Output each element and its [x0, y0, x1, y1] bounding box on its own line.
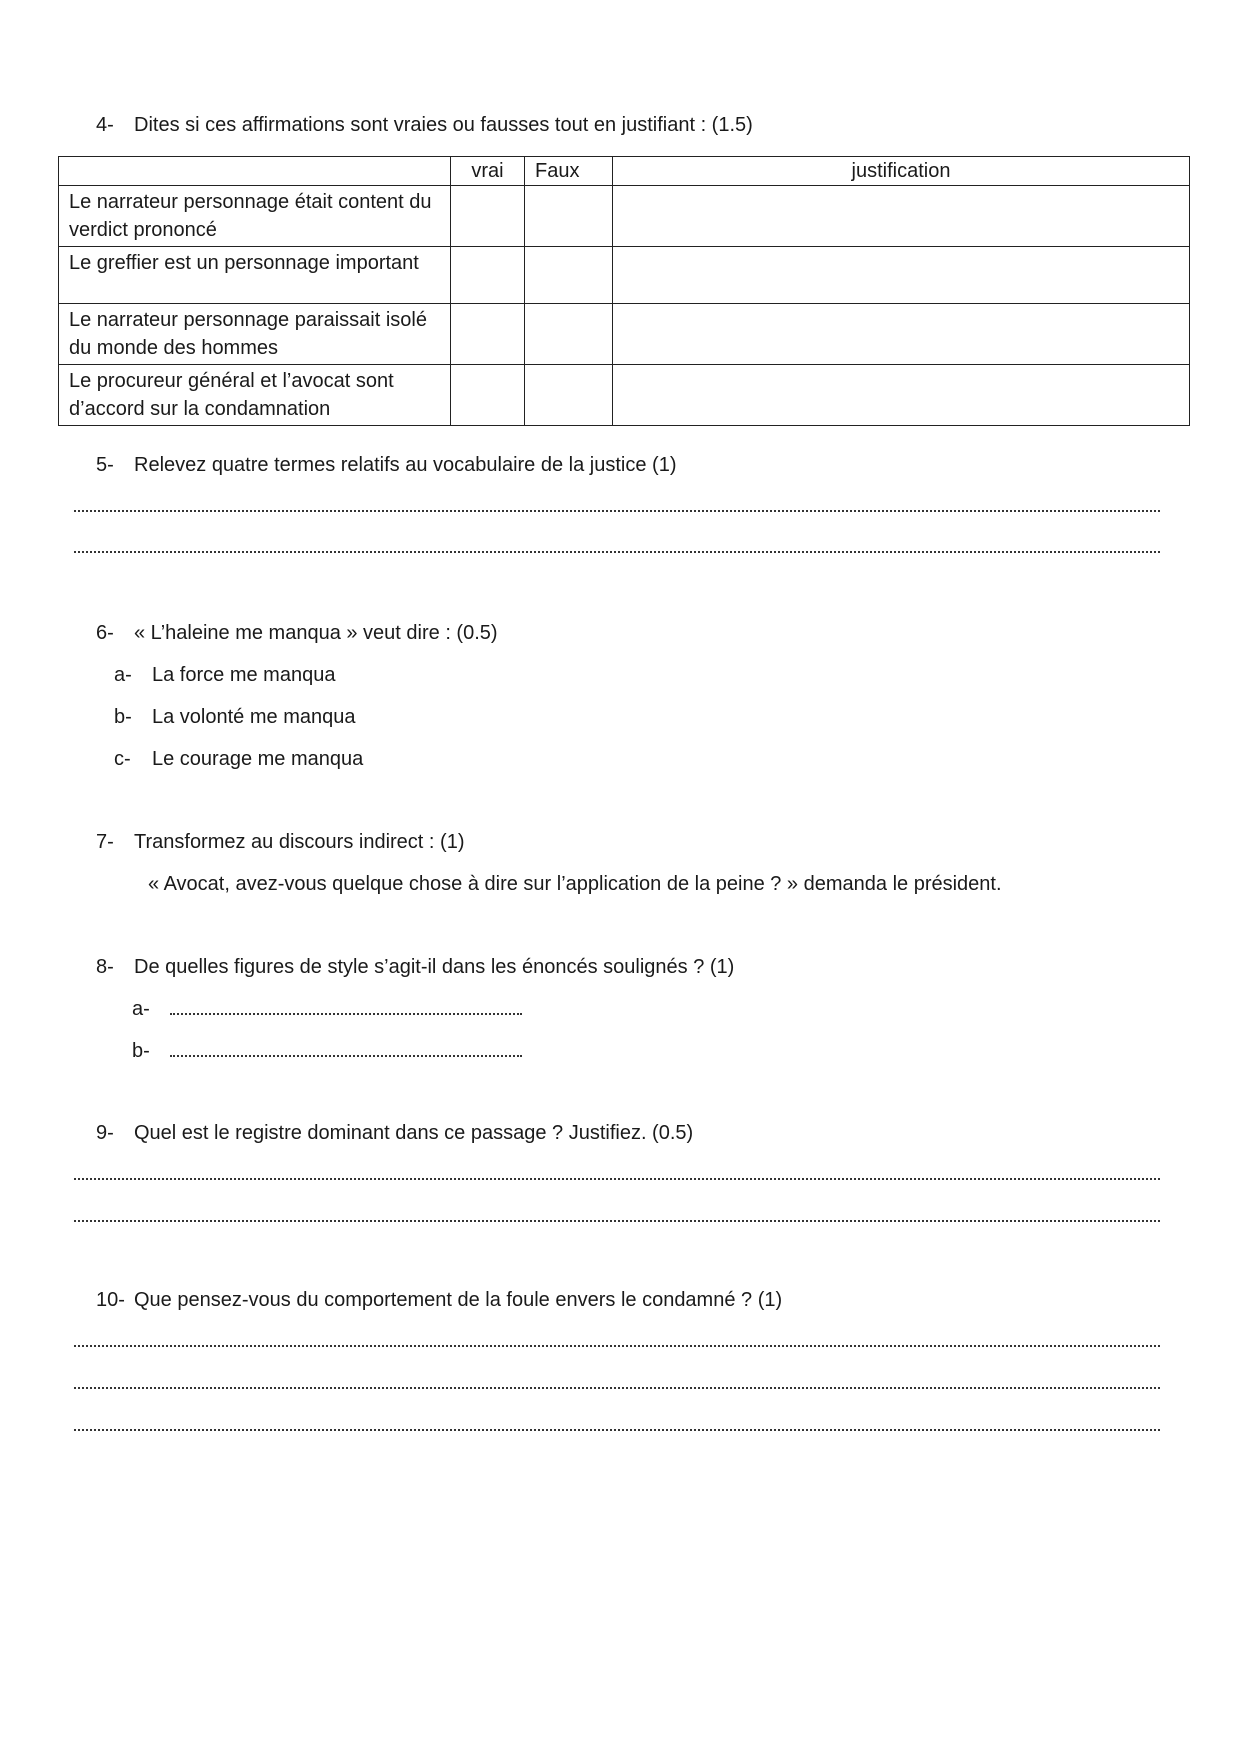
header-faux: Faux [525, 157, 613, 186]
answer-line[interactable] [74, 1178, 1160, 1180]
faux-cell[interactable] [525, 247, 613, 304]
question-number: 6- [96, 622, 114, 644]
quote-sentence: « Avocat, avez-vous quelque chose à dire sur l’application de la peine ? » demanda le président. [148, 873, 1002, 895]
option-letter: c- [114, 748, 131, 770]
question-text: « L’haleine me manqua » veut dire : (0.5) [134, 622, 498, 644]
answer-line[interactable] [74, 1429, 1160, 1431]
answer-line[interactable] [74, 1345, 1160, 1347]
answer-line[interactable] [170, 1055, 522, 1057]
question-text: Transformez au discours indirect : (1) [134, 831, 465, 853]
justification-cell[interactable] [613, 247, 1190, 304]
answer-line[interactable] [74, 510, 1160, 512]
question-8 [96, 954, 734, 980]
item-letter: a- [132, 998, 150, 1020]
statement-cell: Le narrateur personnage était content du verdict prononcé [59, 186, 451, 247]
header-vrai: vrai [451, 157, 525, 186]
vrai-cell[interactable] [451, 247, 525, 304]
question-number: 9- [96, 1122, 114, 1144]
answer-line[interactable] [170, 1013, 522, 1015]
table-row [59, 186, 1190, 247]
statement-cell: Le narrateur personnage paraissait isolé du monde des hommes [59, 304, 451, 365]
vrai-cell[interactable] [451, 365, 525, 426]
option-letter: b- [114, 706, 132, 728]
header-justification: justification [613, 157, 1190, 186]
item-letter: b- [132, 1040, 150, 1062]
table-row [59, 247, 1190, 304]
table-header-row [59, 157, 1190, 186]
question-number: 4- [96, 114, 114, 136]
question-4 [96, 112, 753, 138]
table-row [59, 365, 1190, 426]
vrai-cell[interactable] [451, 304, 525, 365]
justification-cell[interactable] [613, 365, 1190, 426]
question-number: 10- [96, 1289, 125, 1311]
question-text: Quel est le registre dominant dans ce passage ? Justifiez. (0.5) [134, 1122, 694, 1144]
statement-cell: Le greffier est un personnage important [59, 247, 451, 304]
question-5 [96, 452, 676, 478]
item-a [132, 996, 522, 1022]
question-number: 5- [96, 454, 114, 476]
option-text: La force me manqua [152, 664, 336, 686]
option-text: Le courage me manqua [152, 748, 364, 770]
option-b [114, 704, 355, 730]
vrai-cell[interactable] [451, 186, 525, 247]
header-statement [59, 157, 451, 186]
question-number: 7- [96, 831, 114, 853]
question-7 [96, 829, 464, 855]
question-text: De quelles figures de style s’agit-il dans les énoncés soulignés ? (1) [134, 956, 735, 978]
question-text: Dites si ces affirmations sont vraies ou fausses tout en justifiant : (1.5) [134, 114, 753, 136]
table-row [59, 304, 1190, 365]
justification-cell[interactable] [613, 304, 1190, 365]
item-b [132, 1038, 522, 1064]
true-false-table [58, 156, 1190, 426]
question-10 [96, 1287, 782, 1313]
statement-cell: Le procureur général et l’avocat sont d’accord sur la condamnation [59, 365, 451, 426]
option-text: La volonté me manqua [152, 706, 356, 728]
faux-cell[interactable] [525, 365, 613, 426]
question-number: 8- [96, 956, 114, 978]
faux-cell[interactable] [525, 304, 613, 365]
option-a [114, 662, 335, 688]
justification-cell[interactable] [613, 186, 1190, 247]
answer-line[interactable] [74, 551, 1160, 553]
question-text: Relevez quatre termes relatifs au vocabulaire de la justice (1) [134, 454, 677, 476]
question-6 [96, 620, 498, 646]
option-letter: a- [114, 664, 132, 686]
faux-cell[interactable] [525, 186, 613, 247]
answer-line[interactable] [74, 1387, 1160, 1389]
question-9 [96, 1120, 693, 1146]
question-text: Que pensez-vous du comportement de la foule envers le condamné ? (1) [134, 1289, 783, 1311]
option-c [114, 746, 363, 772]
answer-line[interactable] [74, 1220, 1160, 1222]
